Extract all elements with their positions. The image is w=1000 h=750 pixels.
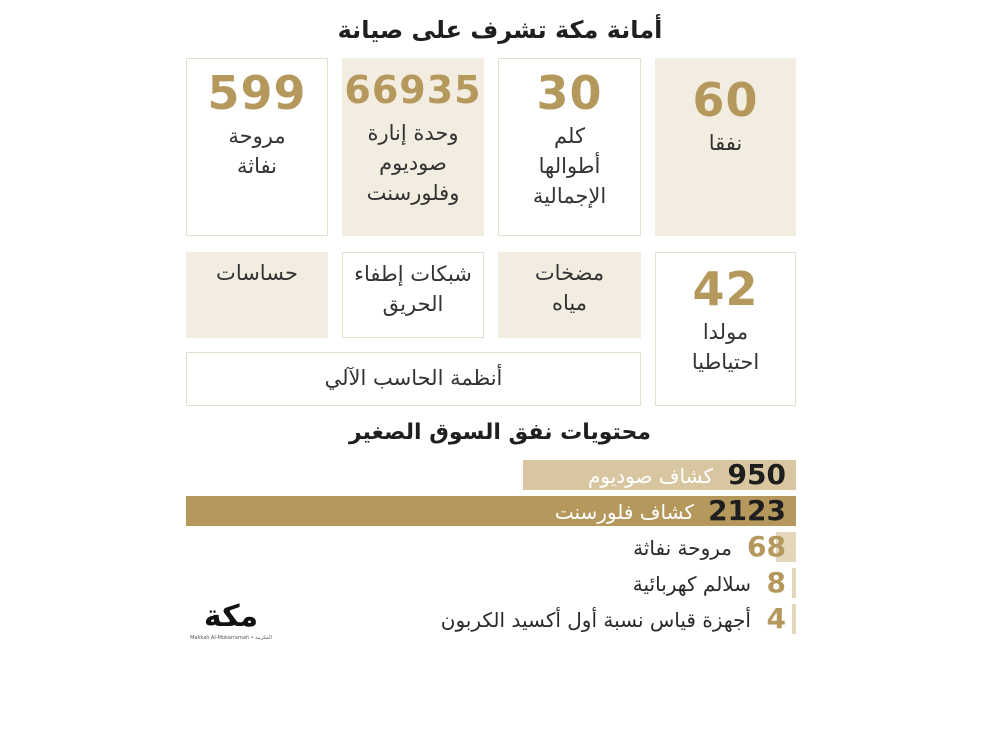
svg-text:Makkah Al-Mokarramah • المكرمة: Makkah Al-Mokarramah • المكرمة <box>190 635 272 641</box>
bar-value-label: 8 <box>766 566 786 599</box>
stat-label: حساسات <box>216 261 298 285</box>
stat-label: شبكات إطفاء الحريق <box>354 262 472 316</box>
stat-box-computer-systems <box>186 352 641 406</box>
stat-number: 60 <box>692 73 759 127</box>
stat-label: مضخات مياه <box>534 261 605 315</box>
stat-label: نفقا <box>708 131 743 155</box>
svg-text:مكة: مكة <box>203 599 259 634</box>
bar-category-label: كشاف صوديوم <box>587 464 713 488</box>
stat-label: مولدا احتياطيا <box>691 320 760 374</box>
stat-box-km <box>498 58 641 236</box>
bar-value-label: 68 <box>747 530 786 563</box>
makkah-logo <box>188 596 274 642</box>
stat-box-water-pumps <box>498 252 641 338</box>
stat-box-sensors <box>186 252 328 338</box>
bar-value-label: 4 <box>766 602 786 635</box>
bar-category-label: مروحة نفاثة <box>633 536 732 560</box>
stat-box-jet-fans <box>186 58 328 236</box>
stat-number: 30 <box>536 66 603 120</box>
stat-box-generators <box>655 252 796 406</box>
stat-label: وحدة إنارة صوديوم وفلورسنت <box>366 121 460 205</box>
main-title: أمانة مكة تشرف على صيانة <box>337 16 663 44</box>
stat-number: 66935 <box>344 68 482 112</box>
stat-label: مروحة نفاثة <box>228 124 286 178</box>
bar-3 <box>792 568 796 598</box>
bar-category-label: كشاف فلورسنت <box>554 500 694 524</box>
bar-category-label: أجهزة قياس نسبة أول أكسيد الكربون <box>440 608 751 632</box>
stat-box-tunnels <box>655 58 796 236</box>
stat-number: 599 <box>207 66 307 120</box>
stat-label: أنظمة الحاسب الآلي <box>324 366 503 390</box>
stat-label: كلم أطوالها الإجمالية <box>532 124 607 208</box>
bar-value-label: 2123 <box>708 494 786 527</box>
chart-title: محتويات نفق السوق الصغير <box>349 420 651 445</box>
bar-category-label: سلالم كهربائية <box>632 572 751 596</box>
stat-number: 42 <box>692 262 759 316</box>
bar-value-label: 950 <box>727 458 786 491</box>
stat-box-fire-networks <box>342 252 484 338</box>
bar-1 <box>186 496 796 526</box>
bar-4 <box>792 604 796 634</box>
stat-box-lighting-units <box>342 58 484 236</box>
